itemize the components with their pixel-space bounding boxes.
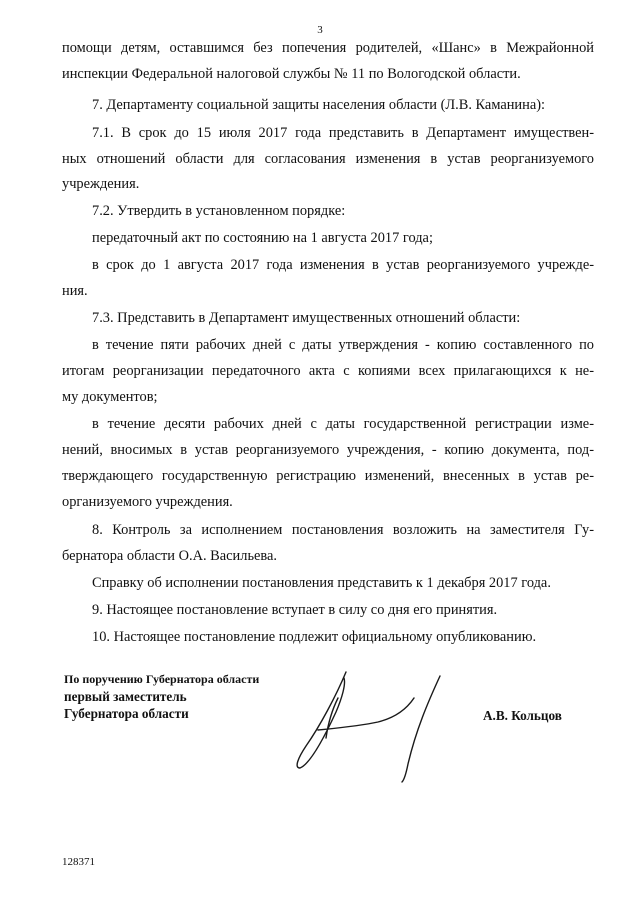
signatory-title-2: Губернатора области [64,706,189,721]
body-line: учреждения. [62,176,140,192]
body-line: 10. Настоящее постановление подлежит официальному опубликованию. [92,629,537,645]
body-line: му документов; [62,389,158,405]
body-line: ния. [62,283,88,299]
body-line: 8. Контроль за исполнением постановления возложить на заместителя Гу- [92,522,594,538]
handwritten-signature [278,668,458,788]
body-line: 7. Департаменту социальной защиты населения области (Л.В. Каманина): [92,97,545,113]
body-line: организуемого учреждения. [62,494,233,510]
body-line: ных отношений области для согласования изменения в устав реорганизуемого [62,151,594,167]
body-line: нений, вносимых в устав реорганизуемого учреждения, - копию документа, под- [62,442,594,458]
body-line: 7.1. В срок до 15 июля 2017 года представить в Департамент имуществен- [92,125,594,141]
page-number: 3 [317,24,323,36]
body-line: передаточный акт по состоянию на 1 августа 2017 года; [92,230,433,246]
body-line: бернатора области О.А. Васильева. [62,548,277,564]
body-line: помощи детям, оставшимся без попечения родителей, «Шанс» в Межрайонной [62,40,594,56]
body-line: тверждающего государственную регистрацию изменений, внесенных в устав ре- [62,468,594,484]
body-line: 7.3. Представить в Департамент имущественных отношений области: [92,310,521,326]
body-line: Справку об исполнении постановления представить к 1 декабря 2017 года. [92,575,551,591]
body-line: итогам реорганизации передаточного акта с копиями всех прилагающихся к не- [62,363,594,379]
signatory-mandate: По поручению Губернатора области [64,672,260,686]
document-code: 128371 [62,856,95,868]
body-line: в срок до 1 августа 2017 года изменения в устав реорганизуемого учрежде- [92,257,594,273]
signatory-title: первый заместитель [64,689,187,704]
body-line: 7.2. Утвердить в установленном порядке: [92,203,346,219]
signatory-name: А.В. Кольцов [483,708,562,723]
body-line: в течение пяти рабочих дней с даты утверждения - копию составленного по [92,337,594,353]
body-line: в течение десяти рабочих дней с даты государственной регистрации изме- [92,416,594,432]
body-line: 9. Настоящее постановление вступает в силу со дня его принятия. [92,602,498,618]
body-line: инспекции Федеральной налоговой службы № 11 по Вологодской области. [62,66,521,82]
